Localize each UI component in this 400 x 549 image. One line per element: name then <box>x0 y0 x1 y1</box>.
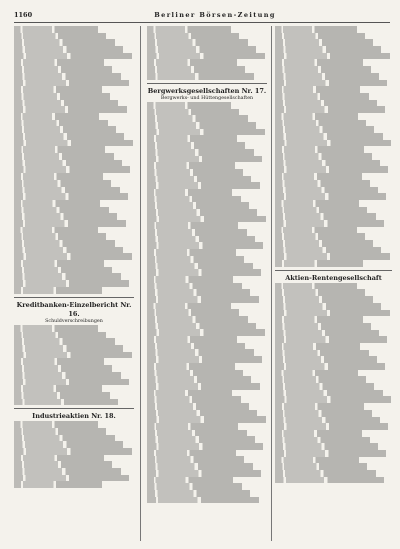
listing-line <box>275 260 363 267</box>
listing-line <box>147 416 266 423</box>
listing-line <box>275 247 381 254</box>
listing-line <box>275 443 378 450</box>
listing-line <box>275 417 380 424</box>
listing-line <box>275 207 367 214</box>
listing-line <box>14 66 112 73</box>
listing-line <box>147 323 256 330</box>
listing-line <box>14 379 129 386</box>
listing-line <box>275 296 373 303</box>
listing-line <box>14 435 115 442</box>
listing-line <box>147 236 255 243</box>
listing-line <box>275 253 390 260</box>
listing-line <box>147 470 261 477</box>
listing-line <box>147 229 247 236</box>
listing-line <box>14 372 121 379</box>
listing-line <box>14 287 102 294</box>
listing-line <box>147 156 262 163</box>
listing-line <box>147 66 245 73</box>
listing-line <box>275 283 357 290</box>
listing-line <box>14 100 118 107</box>
listing-line <box>275 470 376 477</box>
listing-line <box>147 436 255 443</box>
listing-line <box>14 475 129 482</box>
listing-line <box>14 455 104 462</box>
listing-line <box>275 133 383 140</box>
listing-line <box>147 46 256 53</box>
listing-line <box>147 430 247 437</box>
listing-line <box>275 457 359 464</box>
listing-line <box>147 336 237 343</box>
listing-line <box>14 247 123 254</box>
listing-line <box>147 483 242 490</box>
listing-line <box>14 253 132 260</box>
listing-line <box>14 325 98 332</box>
column-rule <box>140 26 141 541</box>
listing-line <box>147 142 245 149</box>
listing-line <box>275 26 357 33</box>
listing-line <box>14 153 114 160</box>
listing-line <box>147 216 266 223</box>
listing-line <box>147 296 259 303</box>
listing-line <box>14 193 128 200</box>
listing-line <box>147 463 253 470</box>
section-divider <box>14 408 134 409</box>
listing-line <box>147 263 253 270</box>
listing-line <box>14 106 127 113</box>
listing-line <box>147 303 231 310</box>
listing-line <box>275 343 360 350</box>
listing-line <box>147 276 233 283</box>
section-divider <box>275 270 392 271</box>
listing-line <box>147 256 244 263</box>
listing-line <box>275 80 387 87</box>
listing-line <box>147 349 254 356</box>
listing-line <box>275 187 378 194</box>
listing-line <box>147 129 265 136</box>
listing-line <box>275 193 386 200</box>
listing-line <box>275 86 360 93</box>
listing-line <box>275 233 365 240</box>
listing-line <box>275 160 380 167</box>
listing-line <box>275 46 381 53</box>
listing-line <box>275 437 370 444</box>
listing-line <box>147 149 254 156</box>
listing-line <box>14 227 98 234</box>
listing-line <box>147 329 265 336</box>
listing-line <box>14 39 115 46</box>
listing-line <box>275 423 388 430</box>
listing-line <box>14 133 124 140</box>
listing-line <box>275 113 358 120</box>
listing-line <box>147 490 250 497</box>
listing-line <box>147 383 260 390</box>
listing-line <box>275 153 372 160</box>
listing-line <box>275 33 365 40</box>
listing-line <box>14 260 104 267</box>
section-heading: Aktien-Rentengesellschaft <box>285 273 382 282</box>
page-number: 1160 <box>14 11 33 19</box>
listing-line <box>147 53 265 60</box>
section-divider <box>147 83 267 84</box>
listing-line <box>147 283 242 290</box>
section-heading: Bergwerksgesellschaften Nr. 17. <box>147 86 267 95</box>
listing-line <box>147 39 248 46</box>
listing-line <box>147 450 236 457</box>
listing-line <box>14 352 132 359</box>
listing-line <box>275 53 390 60</box>
listing-line <box>14 421 98 428</box>
listing-line <box>14 392 110 399</box>
listing-line <box>275 396 391 403</box>
listing-line <box>14 332 106 339</box>
listing-line <box>147 109 239 116</box>
listing-line <box>14 59 104 66</box>
listing-line <box>14 448 132 455</box>
listing-line <box>14 93 110 100</box>
listing-line <box>275 126 374 133</box>
listing-line <box>147 343 245 350</box>
listing-line <box>147 189 232 196</box>
listing-line <box>14 146 105 153</box>
listing-line <box>275 383 374 390</box>
listing-line <box>147 209 257 216</box>
listing-line <box>275 303 381 310</box>
listing-line <box>14 173 103 180</box>
listing-line <box>14 126 116 133</box>
page-header <box>14 8 390 23</box>
section-subheading: Schuldverschreibungen <box>45 318 103 324</box>
listing-line <box>14 86 102 93</box>
listing-line <box>275 120 366 127</box>
listing-line <box>147 390 232 397</box>
listing-line <box>147 242 263 249</box>
listing-line <box>147 162 235 169</box>
listing-line <box>275 289 365 296</box>
listing-line <box>275 93 369 100</box>
listing-line <box>275 450 386 457</box>
listing-line <box>147 115 248 122</box>
listing-line <box>275 410 372 417</box>
listing-line <box>14 80 129 87</box>
listing-line <box>147 423 238 430</box>
listing-line <box>275 140 391 147</box>
listing-line <box>147 316 248 323</box>
listing-line <box>14 160 122 167</box>
listing-line <box>14 267 112 274</box>
listing-line <box>275 363 385 370</box>
listing-line <box>14 120 108 127</box>
column-rule <box>271 26 272 541</box>
listing-line <box>14 461 112 468</box>
listing-line <box>147 497 259 504</box>
listing-line <box>275 463 367 470</box>
listing-line <box>147 33 239 40</box>
listing-line <box>147 73 254 80</box>
column-2 <box>147 26 267 541</box>
listing-line <box>147 202 249 209</box>
listing-line <box>275 73 379 80</box>
listing-line <box>14 273 121 280</box>
listing-line <box>147 410 257 417</box>
listing-line <box>147 59 237 66</box>
listing-line <box>14 468 121 475</box>
column-3 <box>275 26 392 541</box>
section-heading: Kreditbanken-Einzelbericht Nr. 16. <box>16 300 132 318</box>
listing-line <box>147 269 261 276</box>
column-1 <box>14 26 134 541</box>
listing-line <box>275 316 363 323</box>
listing-line <box>14 53 132 60</box>
page-title: Berliner Börsen-Zeitung <box>154 11 276 19</box>
listing-line <box>14 399 118 406</box>
listing-line <box>147 135 237 142</box>
listing-line <box>275 323 371 330</box>
listing-line <box>275 180 370 187</box>
listing-line <box>275 310 390 317</box>
listing-line <box>14 200 100 207</box>
listing-line <box>275 330 379 337</box>
listing-line <box>147 443 263 450</box>
listing-line <box>147 26 231 33</box>
listing-line <box>14 140 133 147</box>
listing-line <box>275 100 377 107</box>
listing-line <box>147 289 250 296</box>
listing-line <box>275 336 387 343</box>
listing-line <box>147 477 233 484</box>
listing-line <box>275 200 359 207</box>
listing-line <box>275 66 371 73</box>
listing-line <box>275 477 384 484</box>
listing-line <box>14 345 123 352</box>
listing-line <box>275 213 376 220</box>
listing-line <box>147 356 262 363</box>
listing-line <box>14 46 123 53</box>
listing-line <box>147 196 241 203</box>
listing-line <box>275 227 357 234</box>
listing-line <box>275 370 358 377</box>
listing-line <box>275 390 383 397</box>
listing-line <box>14 220 126 227</box>
listing-line <box>14 358 104 365</box>
listing-line <box>275 220 384 227</box>
listing-line <box>147 122 256 129</box>
listing-line <box>14 428 106 435</box>
listing-line <box>147 102 231 109</box>
listing-line <box>147 363 235 370</box>
listing-line <box>275 240 373 247</box>
listing-line <box>14 33 106 40</box>
listing-line <box>147 176 251 183</box>
listing-line <box>14 240 115 247</box>
listing-line <box>14 213 117 220</box>
listing-line <box>147 169 243 176</box>
listing-line <box>275 166 388 173</box>
listing-line <box>14 73 121 80</box>
listing-line <box>147 222 238 229</box>
section-divider <box>14 297 134 298</box>
listing-line <box>14 338 115 345</box>
listing-line <box>14 26 98 33</box>
listing-line <box>275 356 377 363</box>
listing-line <box>275 350 369 357</box>
section-subheading: Bergwerks- und Hüttengesellschaften <box>160 95 254 101</box>
listing-line <box>275 106 385 113</box>
listing-line <box>147 249 236 256</box>
listing-line <box>275 59 363 66</box>
listing-line <box>147 456 244 463</box>
listing-line <box>14 233 106 240</box>
listing-line <box>147 182 260 189</box>
listing-line <box>275 173 362 180</box>
listing-line <box>275 403 364 410</box>
listing-line <box>14 180 111 187</box>
listing-line <box>14 441 123 448</box>
listing-line <box>275 146 364 153</box>
listing-line <box>14 481 102 488</box>
listing-line <box>14 113 99 120</box>
listing-line <box>147 309 239 316</box>
listing-line <box>14 166 130 173</box>
listing-line <box>14 365 112 372</box>
listing-line <box>275 39 373 46</box>
listing-line <box>14 280 129 287</box>
listing-line <box>14 385 102 392</box>
listing-line <box>147 376 251 383</box>
listing-line <box>275 376 366 383</box>
listing-line <box>275 430 362 437</box>
listing-line <box>14 207 109 214</box>
section-heading: Industrieaktien Nr. 18. <box>32 412 116 421</box>
listing-line <box>147 403 249 410</box>
listing-line <box>14 187 120 194</box>
listing-line <box>147 396 241 403</box>
listing-line <box>147 370 243 377</box>
